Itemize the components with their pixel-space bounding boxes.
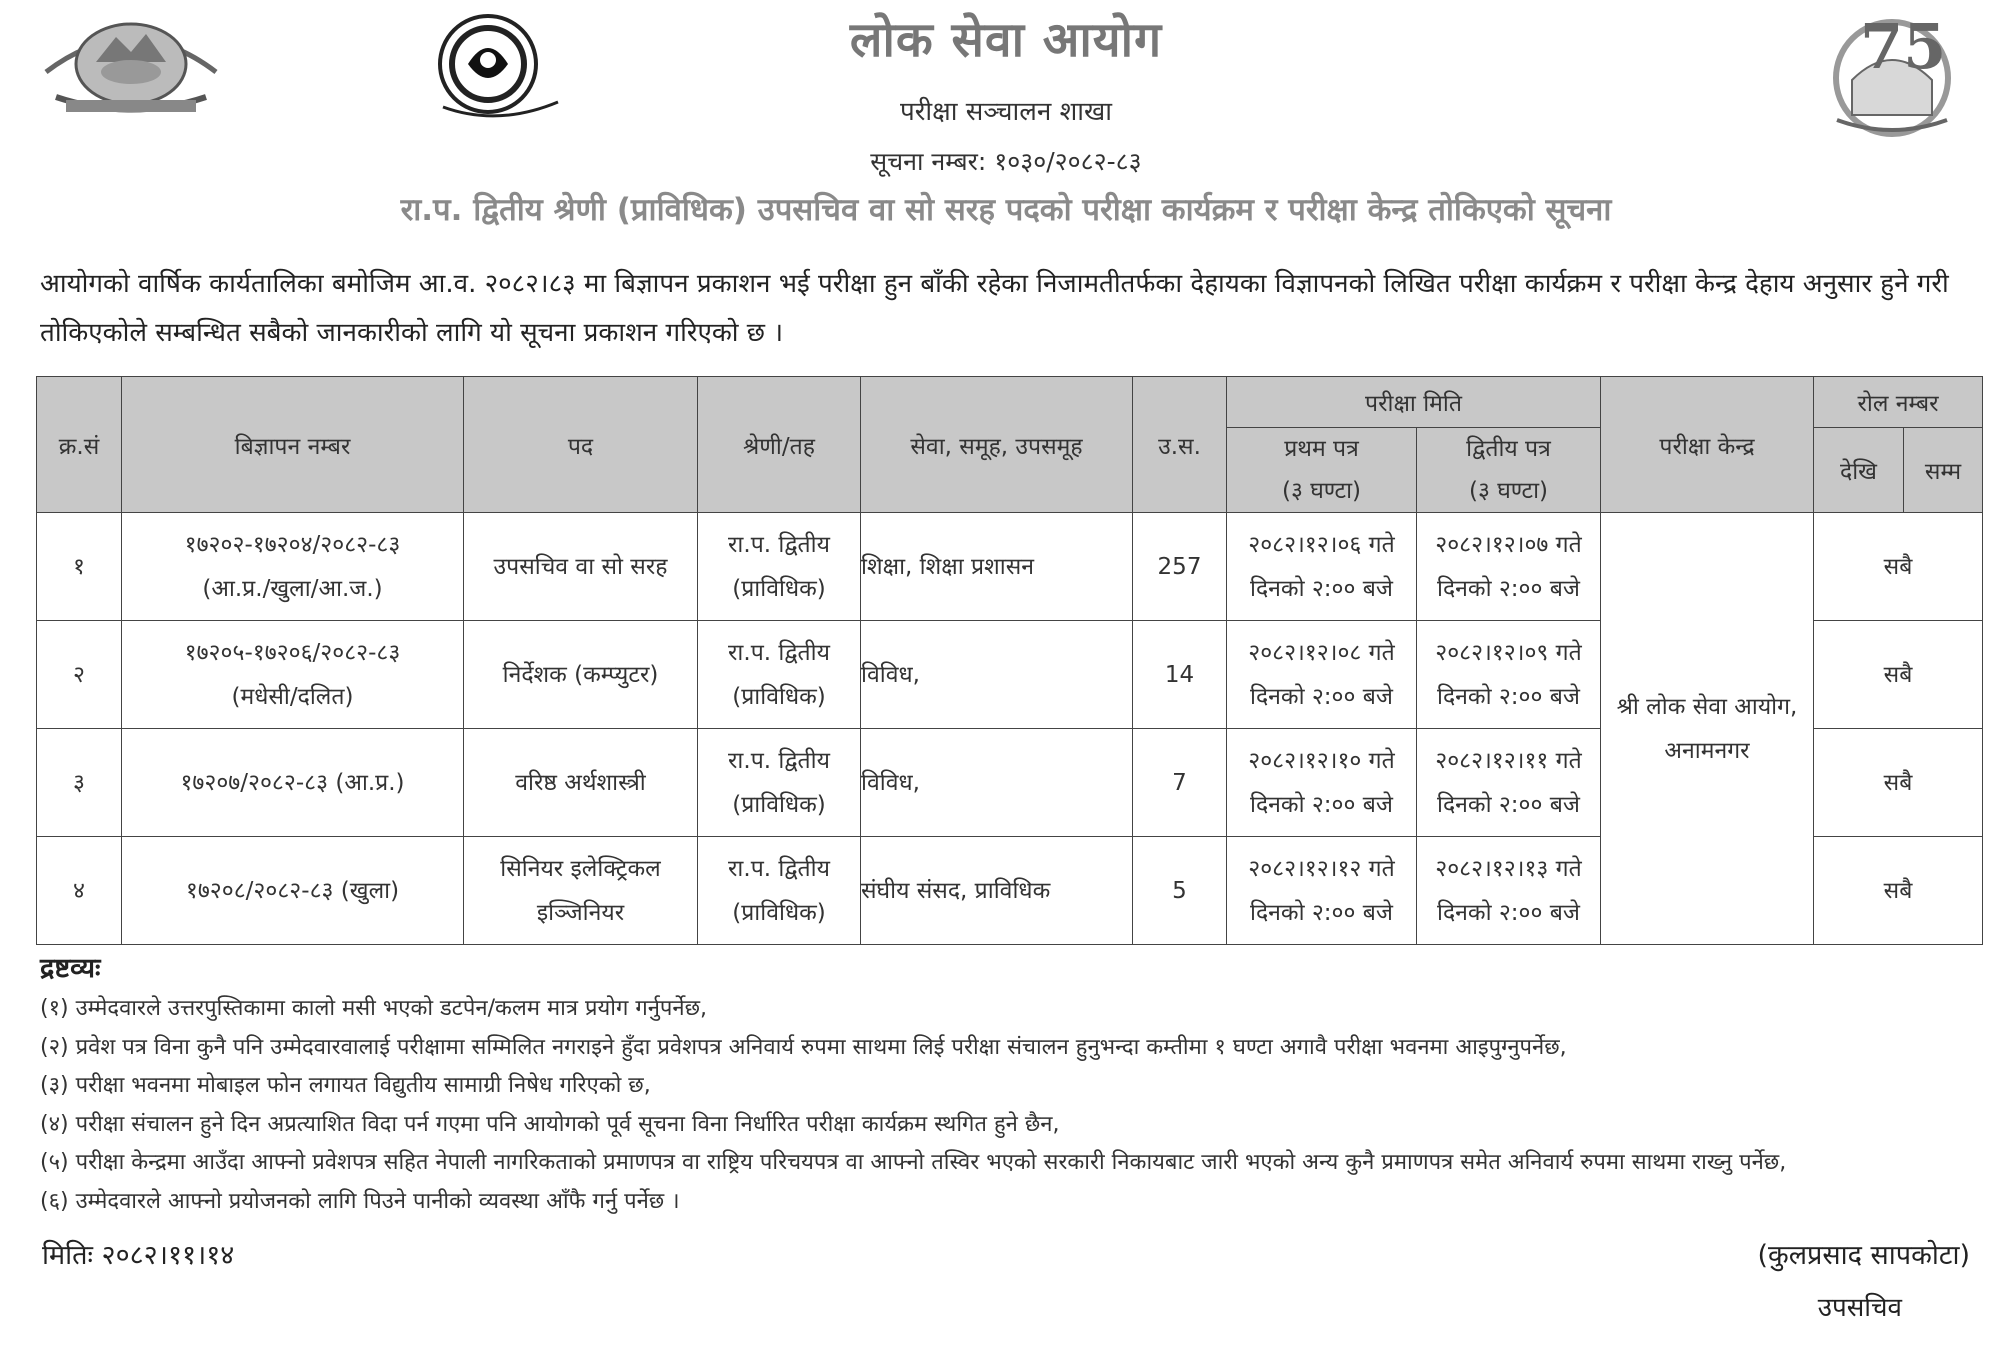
cell-roll: सबै xyxy=(1814,729,1983,837)
header-post: पद xyxy=(464,377,698,513)
header-candidates: उ.स. xyxy=(1133,377,1227,513)
cell-class: रा.प. द्वितीय (प्राविधिक) xyxy=(698,729,861,837)
list-item: (३) परीक्षा भवनमा मोबाइल फोन लगायत विद्युतीय सामाग्री निषेध गरिएको छ, xyxy=(40,1073,651,1098)
header-roll: रोल नम्बर xyxy=(1814,377,1983,428)
cell-roll: सबै xyxy=(1814,837,1983,945)
cell-post: उपसचिव वा सो सरह xyxy=(464,513,698,621)
header-exam-date: परीक्षा मिति xyxy=(1227,377,1601,428)
cell-service: शिक्षा, शिक्षा प्रशासन xyxy=(861,513,1133,621)
cell-paper2-date: २०८२।१२।०९ गते दिनको २:०० बजे xyxy=(1417,621,1601,729)
exam-schedule-table xyxy=(36,376,1983,945)
cell-candidates: 5 xyxy=(1133,837,1227,945)
header-center: परीक्षा केन्द्र xyxy=(1601,377,1814,513)
cell-service: विविध, xyxy=(861,621,1133,729)
table-row xyxy=(37,513,1983,621)
notes-list xyxy=(40,990,1786,1221)
cell-class: रा.प. द्वितीय (प्राविधिक) xyxy=(698,513,861,621)
cell-class: रा.प. द्वितीय (प्राविधिक) xyxy=(698,837,861,945)
header-paper2: द्वितीय पत्र (३ घण्टा) xyxy=(1417,428,1601,513)
cell-service: संघीय संसद, प्राविधिक xyxy=(861,837,1133,945)
cell-paper2-date: २०८२।१२।०७ गते दिनको २:०० बजे xyxy=(1417,513,1601,621)
header-adv-no: बिज्ञापन नम्बर xyxy=(122,377,464,513)
header-roll-to: सम्म xyxy=(1904,428,1983,513)
signatory-name: (कुलप्रसाद सापकोटा) xyxy=(1757,1240,1970,1271)
notes-title: द्रष्टव्यः xyxy=(40,953,101,984)
cell-candidates: 7 xyxy=(1133,729,1227,837)
notice-title: रा.प. द्वितीय श्रेणी (प्राविधिक) उपसचिव वा सो सरह पदको परीक्षा कार्यक्रम र परीक्षा केन्द्र तोकिएको सूचना xyxy=(400,192,1612,228)
section-name: परीक्षा सञ्चालन शाखा xyxy=(900,97,1112,127)
cell-sn: ३ xyxy=(37,729,122,837)
cell-sn: २ xyxy=(37,621,122,729)
cell-post: सिनियर इलेक्ट्रिकल इञ्जिनियर xyxy=(464,837,698,945)
cell-post: वरिष्ठ अर्थशास्त्री xyxy=(464,729,698,837)
header-class: श्रेणी/तह xyxy=(698,377,861,513)
list-item: (२) प्रवेश पत्र विना कुनै पनि उम्मेदवारवालाई परीक्षामा सम्मिलित नगराइने हुँदा प्रवेशपत्र अनिवार्य रुपमा साथमा लिई परीक्षा संचालन हुनुभन्दा कम्तीमा १ घण्टा अगावै परीक्षा भवनमा आइपुग्नुपर्नेछ, xyxy=(40,1034,1567,1060)
list-item: (४) परीक्षा संचालन हुने दिन अप्रत्याशित विदा पर्न गएमा पनि आयोगको पूर्व सूचना विना निर्धारित परीक्षा कार्यक्रम स्थगित हुने छैन, xyxy=(40,1111,1060,1137)
cell-class: रा.प. द्वितीय (प्राविधिक) xyxy=(698,621,861,729)
list-item: (६) उम्मेदवारले आफ्नो प्रयोजनको लागि पिउने पानीको व्यवस्था आँफै गर्नु पर्नेछ । xyxy=(40,1188,680,1214)
cell-roll: सबै xyxy=(1814,621,1983,729)
header-service: सेवा, समूह, उपसमूह xyxy=(861,377,1133,513)
cell-roll: सबै xyxy=(1814,513,1983,621)
cell-adv-no: १७२०८/२०८२-८३ (खुला) xyxy=(122,837,464,945)
list-item: (१) उम्मेदवारले उत्तरपुस्तिकामा कालो मसी भएको डटपेन/कलम मात्र प्रयोग गर्नुपर्नेछ, xyxy=(40,996,708,1021)
cell-candidates: 14 xyxy=(1133,621,1227,729)
list-item: (५) परीक्षा केन्द्रमा आउँदा आफ्नो प्रवेशपत्र सहित नेपाली नागरिकताको प्रमाणपत्र वा राष्ट्रिय परिचयपत्र वा आफ्नो तस्विर भएको सरकारी निकायबाट जारी भएको अन्य कुनै प्रमाणपत्र समेत अनिवार्य रुपमा साथमा राख्नु पर्नेछ, xyxy=(40,1150,1787,1175)
signatory-designation: उपसचिव xyxy=(1817,1293,1902,1323)
cell-paper2-date: २०८२।१२।१३ गते दिनको २:०० बजे xyxy=(1417,837,1601,945)
cell-sn: ४ xyxy=(37,837,122,945)
cell-paper1-date: २०८२।१२।०८ गते दिनको २:०० बजे xyxy=(1227,621,1417,729)
notice-date: मितिः २०८२।११।१४ xyxy=(42,1240,235,1271)
header-sn: क्र.सं xyxy=(37,377,122,513)
header-paper1: प्रथम पत्र (३ घण्टा) xyxy=(1227,428,1417,513)
cell-paper1-date: २०८२।१२।१० गते दिनको २:०० बजे xyxy=(1227,729,1417,837)
header-roll-from: देखि xyxy=(1814,428,1904,513)
notice-number: सूचना नम्बर: १०३०/२०८२-८३ xyxy=(870,147,1142,176)
cell-sn: १ xyxy=(37,513,122,621)
cell-service: विविध, xyxy=(861,729,1133,837)
organization-name: लोक सेवा आयोग xyxy=(849,12,1163,68)
cell-adv-no: १७२०७/२०८२-८३ (आ.प्र.) xyxy=(122,729,464,837)
cell-exam-center: श्री लोक सेवा आयोग, अनामनगर xyxy=(1601,513,1814,945)
anniversary-number: 75 xyxy=(1860,10,1947,83)
cell-paper2-date: २०८२।१२।११ गते दिनको २:०० बजे xyxy=(1417,729,1601,837)
cell-adv-no: १७२०२-१७२०४/२०८२-८३ (आ.प्र./खुला/आ.ज.) xyxy=(122,513,464,621)
cell-post: निर्देशक (कम्प्युटर) xyxy=(464,621,698,729)
cell-paper1-date: २०८२।१२।१२ गते दिनको २:०० बजे xyxy=(1227,837,1417,945)
cell-paper1-date: २०८२।१२।०६ गते दिनको २:०० बजे xyxy=(1227,513,1417,621)
cell-adv-no: १७२०५-१७२०६/२०८२-८३ (मधेसी/दलित) xyxy=(122,621,464,729)
cell-candidates: 257 xyxy=(1133,513,1227,621)
intro-paragraph: आयोगको वार्षिक कार्यतालिका बमोजिम आ.व. २०८२।८३ मा बिज्ञापन प्रकाशन भई परीक्षा हुन बाँकी रहेका निजामतीतर्फका देहायका विज्ञापनको लिखित परीक्षा कार्यक्रम र परीक्षा केन्द्र देहाय अनुसार हुने गरी तोकिएकोले सम्बन्धित सबैको जानकारीको लागि यो सूचना प्रकाशन गरिएको छ । xyxy=(40,269,1949,348)
